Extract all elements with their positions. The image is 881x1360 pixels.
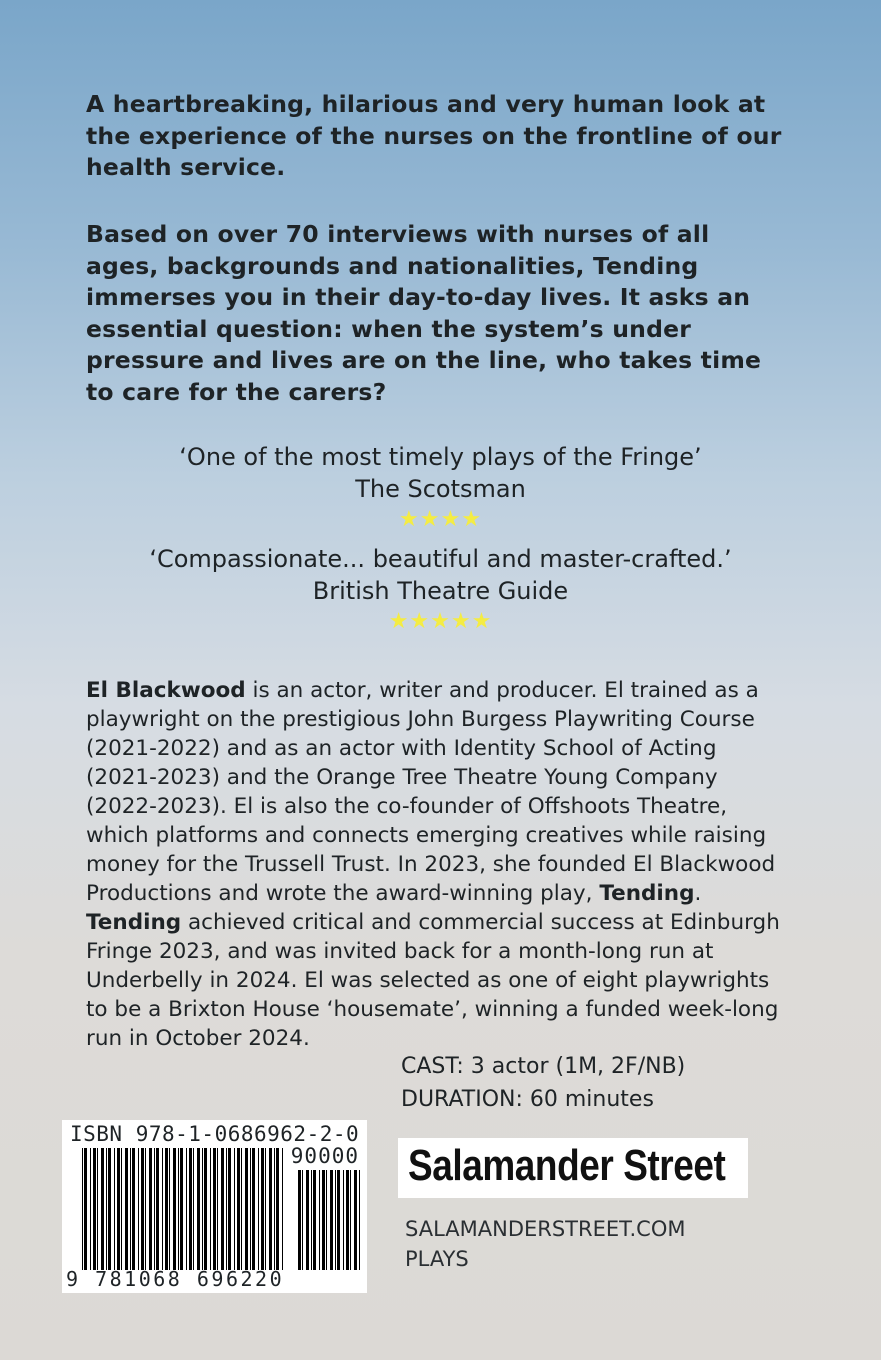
barcode-bar: [178, 1148, 179, 1270]
publisher-website: SALAMANDERSTREET.COM: [405, 1217, 686, 1241]
isbn-barcode: [62, 1120, 367, 1293]
barcode-bar: [237, 1148, 240, 1270]
barcode-bar: [93, 1148, 96, 1270]
barcode-bar: [197, 1148, 200, 1270]
barcode-bar: [302, 1170, 303, 1270]
barcode-bar: [335, 1170, 336, 1270]
barcode-bar: [165, 1148, 168, 1270]
barcode-bar: [180, 1148, 183, 1270]
barcode-bar: [221, 1148, 224, 1270]
review-quote: ‘One of the most timely plays of the Fringe’: [179, 443, 702, 471]
play-title: Tending: [593, 251, 699, 280]
barcode-bar: [354, 1170, 357, 1270]
publisher-info: [405, 1214, 685, 1274]
barcode-bar: [322, 1170, 325, 1270]
barcode-bar: [90, 1148, 91, 1270]
author-bio: [86, 676, 786, 1053]
star-rating-icon: ★★★★★: [388, 609, 493, 634]
barcode-bar: [162, 1148, 163, 1270]
barcode-bar: [306, 1170, 309, 1270]
bio-separator: .: [694, 881, 702, 906]
barcode-bar: [132, 1148, 135, 1270]
production-info: [401, 1050, 685, 1116]
barcode-bar: [145, 1148, 146, 1270]
barcode-bar: [359, 1170, 360, 1270]
barcode-bar: [313, 1170, 316, 1270]
barcode-bar: [258, 1148, 259, 1270]
barcode-bar: [298, 1170, 301, 1270]
barcode-bar: [193, 1148, 194, 1270]
review-quote: ‘Compassionate... beautiful and master-crafted.’: [149, 545, 732, 573]
barcode-bar: [326, 1170, 327, 1270]
barcode-bar: [282, 1148, 283, 1270]
barcode-bar: [265, 1148, 266, 1270]
barcode-bar: [121, 1148, 122, 1270]
blurb-p2-text: Based on over 70 interviews with nurses of all ages, backgrounds and nationalities, Tending immerses you in their day-to-day lives. It asks an essential question: when the system’s under pressure and lives are on the line, who takes time to care for the carers?: [86, 220, 762, 406]
barcode-bar: [226, 1148, 227, 1270]
bio-text: is an actor, writer and producer. El trained as a playwright on the prestigious John Burgess Playwriting Course (2021-2022) and as an actor with Identity School of Acting (2021-2023) and the Orange Tree Theatre Young Company (2022-2023). El is also the co-founder of Offshoots Theatre, which platforms and connects emerging creatives while raising money for the Trussell Trust. In 2023, she founded El Blackwood Productions and wrote the award-winning play,: [86, 678, 776, 906]
barcode-bar: [234, 1148, 235, 1270]
barcode-bar: [311, 1170, 312, 1270]
play-title: Tending: [599, 881, 695, 906]
publisher-logo-text: Salamander Street: [408, 1141, 726, 1190]
barcode-bar: [217, 1148, 218, 1270]
barcode-bar: [346, 1170, 349, 1270]
reviews: [0, 441, 881, 645]
barcode-bar: [261, 1148, 264, 1270]
barcode-bar: [343, 1170, 344, 1270]
barcode-bar: [228, 1148, 231, 1270]
barcode-bar: [97, 1148, 98, 1270]
barcode-bar: [274, 1148, 275, 1270]
barcode-bar: [250, 1148, 251, 1270]
barcode-bar: [156, 1148, 159, 1270]
barcode-bar: [210, 1148, 211, 1270]
ean-digits: 9 781068 696220: [66, 1267, 285, 1291]
star-rating-icon: ★★★★: [399, 507, 482, 532]
review-source: The Scotsman: [355, 475, 526, 503]
barcode-bar: [269, 1148, 272, 1270]
price-code: 90000: [290, 1144, 359, 1168]
barcode-bar: [169, 1148, 170, 1270]
barcode-bar: [82, 1148, 83, 1270]
barcode-bar: [202, 1148, 203, 1270]
barcode-bar: [330, 1170, 333, 1270]
bio-text: achieved critical and commercial success at Edinburgh Fringe 2023, and was invited back for a month-long run at Underbelly in 2024. El was selected as one of eight playwrights to be a Brixton House ‘housemate’, winning a funded week-long run in October 2024.: [86, 910, 780, 1051]
barcode-bar: [117, 1148, 120, 1270]
barcode-bar: [204, 1148, 207, 1270]
barcode-bar: [319, 1170, 320, 1270]
blurb-paragraph-1: A heartbreaking, hilarious and very human look at the experience of the nurses on the frontline of our health service.: [86, 90, 782, 181]
barcode-bar: [141, 1148, 144, 1270]
barcode-bar: [106, 1148, 107, 1270]
barcode-bar: [241, 1148, 242, 1270]
barcode-bar: [186, 1148, 187, 1270]
barcode-bar: [84, 1148, 87, 1270]
barcode-bar: [108, 1148, 111, 1270]
isbn-label: ISBN 978-1-0686962-2-0: [70, 1122, 360, 1146]
barcode-bar: [125, 1148, 128, 1270]
review-source: British Theatre Guide: [312, 577, 569, 605]
barcode-bar: [130, 1148, 131, 1270]
barcode-bar: [101, 1148, 104, 1270]
publisher-category: PLAYS: [405, 1247, 469, 1271]
duration-info: DURATION: 60 minutes: [401, 1087, 654, 1112]
author-name: El Blackwood: [86, 678, 246, 703]
barcode-bar: [213, 1148, 216, 1270]
barcode-bar: [114, 1148, 115, 1270]
barcode-bar: [154, 1148, 155, 1270]
barcode-bar: [149, 1148, 152, 1270]
barcode-bar: [138, 1148, 139, 1270]
barcode-bar: [276, 1148, 279, 1270]
barcode-bar: [350, 1170, 351, 1270]
play-title: Tending: [86, 910, 182, 935]
blurb-paragraph-2: [86, 219, 786, 408]
barcode-bar: [252, 1148, 255, 1270]
publisher-logo: [398, 1138, 748, 1198]
barcode-bar: [245, 1148, 248, 1270]
barcode-bar: [189, 1148, 192, 1270]
cast-info: CAST: 3 actor (1M, 2F/NB): [401, 1054, 686, 1079]
barcode-bar: [337, 1170, 340, 1270]
barcode-bar: [173, 1148, 176, 1270]
